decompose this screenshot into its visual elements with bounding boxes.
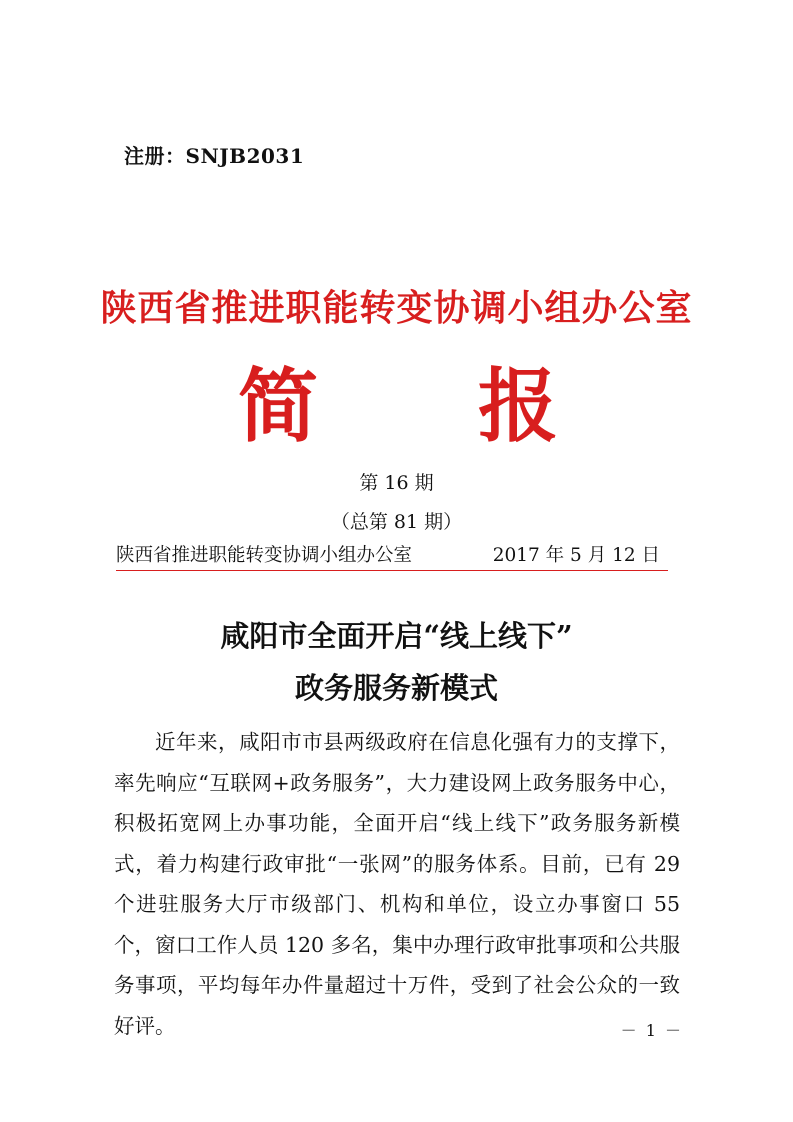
red-divider <box>116 570 668 571</box>
issuer-masthead: 陕西省推进职能转变协调小组办公室 <box>100 288 693 329</box>
brief-title-char-2: 报 <box>478 360 558 453</box>
article-headline <box>0 610 793 714</box>
registration-number: 注册：SNJB2031 <box>124 144 305 168</box>
headline-line-2: 政务服务新模式 <box>294 671 498 705</box>
dateline-org: 陕西省推进职能转变协调小组办公室 <box>116 545 413 566</box>
brief-title-char-1: 简 <box>238 360 318 453</box>
headline-line-1: 咸阳市全面开启“线上线下” <box>220 619 573 653</box>
page-number: － 1 － <box>620 1021 683 1040</box>
issue-total: （总第 81 期） <box>330 511 463 533</box>
brief-title <box>238 362 558 452</box>
issue-number: 第 16 期 <box>359 472 434 494</box>
body-paragraph: 近年来，咸阳市市县两级政府在信息化强有力的支撑下，率先响应“互联网+政务服务”，大力建设网上政务服务中心，积极拓宽网上办事功能，全面开启“线上线下”政务服务新模式，着力构建行政审批“一张网”的服务体系。目前，已有 29 个进驻服务大厅市级部门、机构和单位，设立办事窗口 55 个，窗口工作人员 120 多名，集中办理行政审批事项和公共服务事项，平均每年办件量超过十万件，受到了社会公众的一致好评。 <box>114 730 680 1038</box>
dateline-date: 2017 年 5 月 12 日 <box>492 545 660 566</box>
